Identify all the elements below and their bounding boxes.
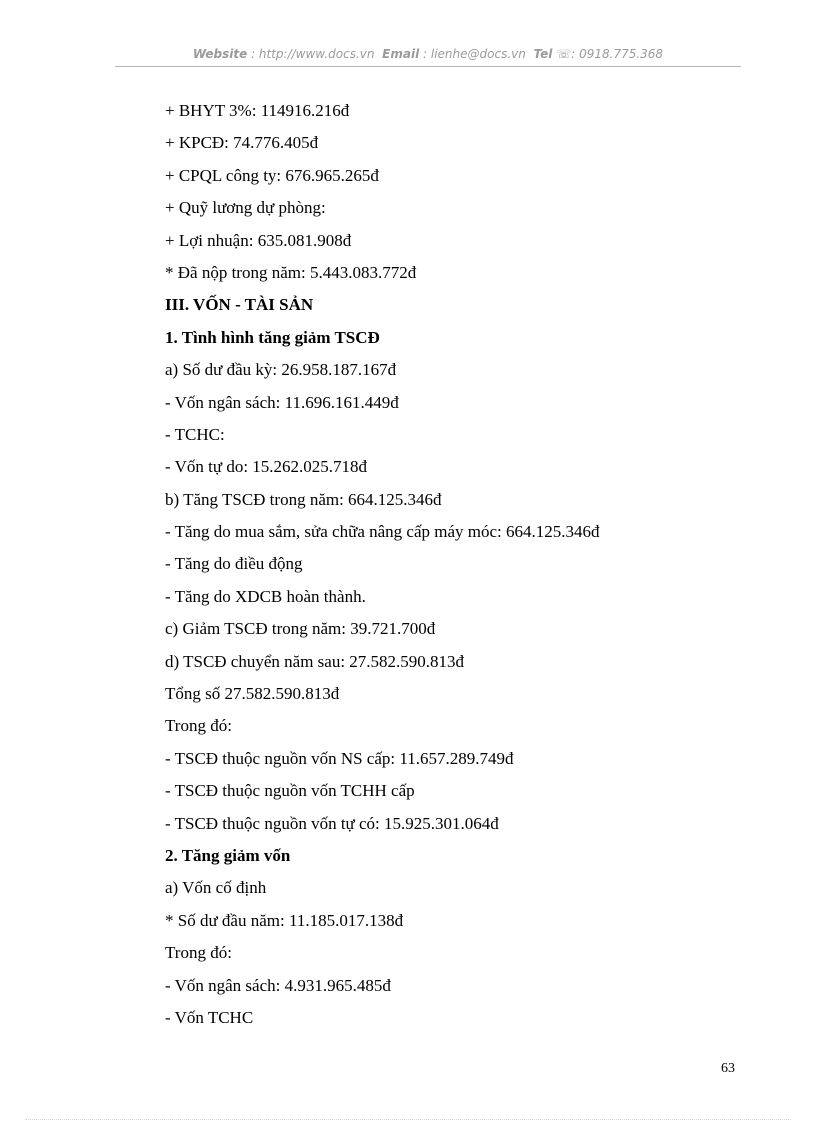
line-cpql: + CPQL công ty: 676.965.265đ bbox=[165, 165, 379, 185]
page-number: 63 bbox=[721, 1061, 735, 1076]
line-trong-do: Trong đó: bbox=[165, 716, 232, 736]
line-von-co-dinh: a) Vốn cố định bbox=[165, 878, 267, 898]
line-tscd-tu-co: - TSCĐ thuộc nguồn vốn tự có: 15.925.301.064đ bbox=[165, 813, 499, 833]
line-giam-tscd: c) Giảm TSCĐ trong năm: 39.721.700đ bbox=[165, 619, 436, 639]
line-so-du-dau-ky: a) Số dư đầu kỳ: 26.958.187.167đ bbox=[165, 360, 397, 380]
line-tang-tscd: b) Tăng TSCĐ trong năm: 664.125.346đ bbox=[165, 489, 442, 509]
line-von-ngan-sach: - Vốn ngân sách: 11.696.161.449đ bbox=[165, 392, 399, 412]
footer-divider bbox=[25, 1119, 791, 1120]
email-label: Email bbox=[382, 47, 420, 61]
header-divider bbox=[115, 66, 741, 67]
line-von-ngan-sach-2: - Vốn ngân sách: 4.931.965.485đ bbox=[165, 975, 391, 995]
line-bhyt: + BHYT 3%: 114916.216đ bbox=[165, 101, 350, 120]
website-value: : http://www.docs.vn bbox=[251, 47, 375, 61]
email-value: : lienhe@docs.vn bbox=[423, 47, 526, 61]
line-tscd-chuyen: d) TSCĐ chuyển năm sau: 27.582.590.813đ bbox=[165, 651, 465, 671]
line-tang-xdcb: - Tăng do XDCB hoàn thành. bbox=[165, 586, 366, 606]
line-tang-mua-sam: - Tăng do mua sắm, sửa chữa nâng cấp máy móc: 664.125.346đ bbox=[165, 522, 600, 542]
line-tscd-tchh: - TSCĐ thuộc nguồn vốn TCHH cấp bbox=[165, 781, 415, 801]
line-kpcd: + KPCĐ: 74.776.405đ bbox=[165, 133, 319, 153]
line-tscd-ns: - TSCĐ thuộc nguồn vốn NS cấp: 11.657.289.749đ bbox=[165, 748, 514, 768]
line-tong-so: Tổng số 27.582.590.813đ bbox=[165, 684, 340, 704]
line-von-tu-do: - Vốn tự do: 15.262.025.718đ bbox=[165, 457, 368, 477]
tel-label: Tel bbox=[533, 47, 553, 61]
website-label: Website bbox=[192, 47, 248, 61]
line-da-nop: * Đã nộp trong năm: 5.443.083.772đ bbox=[165, 262, 417, 282]
document-body bbox=[165, 95, 755, 1034]
subsection-heading-von: 2. Tăng giảm vốn bbox=[165, 845, 291, 865]
page-header bbox=[115, 47, 741, 61]
subsection-heading-tscd: 1. Tình hình tăng giảm TSCĐ bbox=[165, 327, 380, 347]
telephone-icon: ☏ bbox=[556, 47, 572, 61]
line-tchc: - TCHC: bbox=[165, 424, 225, 444]
line-trong-do-2: Trong đó: bbox=[165, 943, 232, 963]
line-tang-dieu-dong: - Tăng do điều động bbox=[165, 554, 303, 574]
line-quy-luong: + Quỹ lương dự phòng: bbox=[165, 198, 326, 218]
line-von-tchc: - Vốn TCHC bbox=[165, 1007, 254, 1027]
line-so-du-dau-nam: * Số dư đầu năm: 11.185.017.138đ bbox=[165, 910, 404, 930]
section-heading: III. VỐN - TÀI SẢN bbox=[165, 295, 314, 315]
tel-value: : 0918.775.368 bbox=[571, 47, 664, 61]
line-loi-nhuan: + Lợi nhuận: 635.081.908đ bbox=[165, 230, 352, 250]
